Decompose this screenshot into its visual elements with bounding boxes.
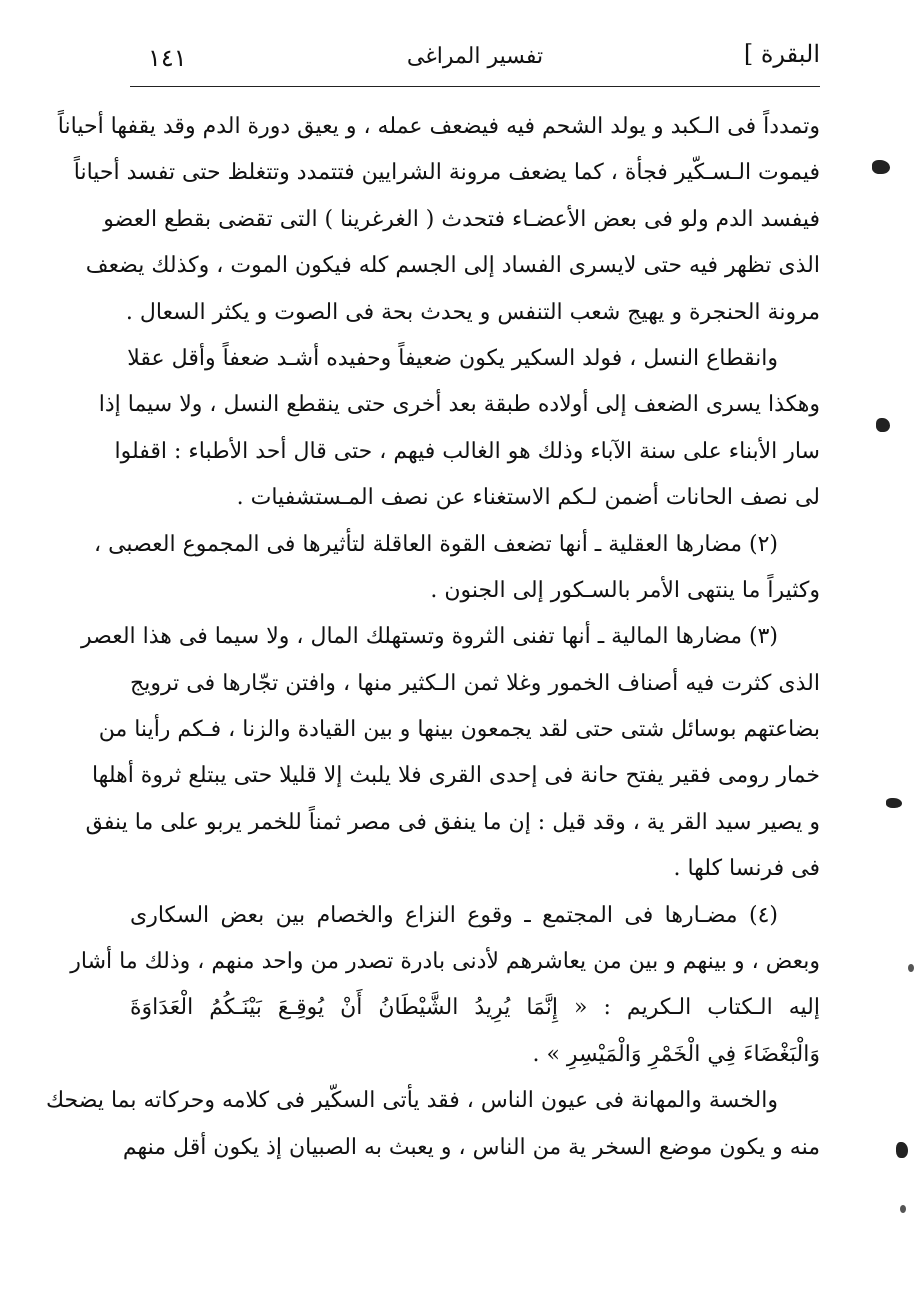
text-line: بضاعتهم بوسائل شتى حتى لقد يجمعون بينها و بين القيادة والزنا ، فـكم رأينا من [98,717,820,743]
text-line: الذى تظهر فيه حتى لايسرى الفساد إلى الجسم كله فيكون الموت ، وكذلك يضعف [85,253,820,279]
text-line: فيفسد الدم ولو فى بعض الأعضـاء فتحدث ( الغرغرينا ) التى تقضى بقطع العضو [103,206,820,232]
book-title: تفسير المراغى [406,44,544,69]
text-line: لى نصف الحانات أضمن لـكم الاستغناء عن نصف المـستشفيات . [236,485,820,511]
header-divider [130,86,820,87]
text-line: و يصير سيد القر ية ، وقد قيل : إن ما ينفق فى مصر ثمناً للخمر يربو على ما ينفق [85,809,820,835]
text-line: خمار رومى فقير يفتح حانة فى إحدى القرى فلا يلبث إلا قليلا حتى يبتلع ثروة أهلها [91,763,820,789]
text-line: فى فرنسا كلها . [673,856,820,882]
text-line: وهكذا يسرى الضعف إلى أولاده طبقة بعد أخرى حتى ينقطع النسل ، ولا سيما إذا [98,392,820,418]
text-line: وبعض ، و بينهم و بين من يعاشرهم لأدنى بادرة تصدر من واحد منهم ، وذلك ما أشار [70,949,820,975]
text-line: الذى كثرت فيه أصناف الخمور وغلا ثمن الـكثير منها ، وافتن تجّارها فى ترويج [130,670,820,696]
ink-blot-mark [872,160,890,174]
surah-name: البقرة ] [743,40,820,68]
speck-mark [908,964,914,972]
speck-mark [900,1205,906,1213]
text-line: إليه الـكتاب الـكريم : « إِنَّمَا يُرِيدُ الشَّيْطَانُ أَنْ يُوقِـعَ بَيْنَـكُمُ الْعَدَاوَةَ [130,995,820,1021]
text-line: وتمدداً فى الـكبد و يولد الشحم فيه فيضعف عمله ، و يعيق دورة الدم وقد يقفها أحياناً [57,114,820,139]
text-line: وانقطاع النسل ، فولد السكير يكون ضعيفاً وحفيده أشـد ضعفاً وأقل عقلا [127,345,778,371]
text-line: منه و يكون موضع السخر ية من الناس ، و يعبث به الصبيان إذ يكون أقل منهم [122,1134,820,1160]
text-line: (٤) مضـارها فى المجتمع ـ وقوع النزاع والخصام بين بعض السكارى [130,902,778,928]
text-line: وكثيراً ما ينتهى الأمر بالسـكور إلى الجنون . [430,577,820,603]
text-line: (٣) مضارها المالية ـ أنها تفنى الثروة وتستهلك المال ، ولا سيما فى هذا العصر [81,624,778,650]
page-body [46,104,820,1171]
text-line: (٢) مضارها العقلية ـ أنها تضعف القوة العاقلة لتأثيرها فى المجموع العصبى ، [94,531,778,557]
text-line: وَالْبَغْضَاءَ فِي الْخَمْرِ وَالْمَيْسِرِ » . [532,1041,820,1067]
text-line: فيموت الـسـكّير فجأة ، كما يضعف مرونة الشرايين فتتمدد وتتغلظ حتى تفسد أحياناً [73,160,820,186]
ink-blot-mark [886,798,902,808]
ink-blot-mark [896,1142,908,1158]
text-line: مرونة الحنجرة و يهيج شعب التنفس و يحدث بحة فى الصوت و يكثر السعال . [125,299,820,325]
text-line: سار الأبناء على سنة الآباء وذلك هو الغالب فيهم ، حتى قال أحد الأطباء : اقفلوا [114,438,820,464]
page-number: ١٤١ [148,44,187,72]
ink-blot-mark [876,418,890,432]
text-line: والخسة والمهانة فى عيون الناس ، فقد يأتى السكّير فى كلامه وحركاته بما يضحك [46,1088,778,1114]
page-header [130,34,820,84]
